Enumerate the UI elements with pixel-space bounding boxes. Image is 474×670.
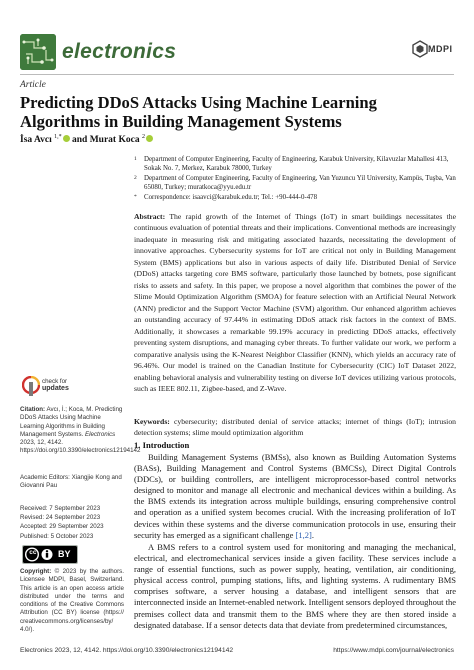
citation-text: Avcı, İ.; Koca, M. Predicting DDoS Attacks Using Machine Learning Algorithms in Building Management Systems. (20, 406, 123, 438)
paragraph-end: . (311, 529, 314, 540)
circuit-icon (20, 34, 56, 70)
footer-citation[interactable]: Electronics 2023, 12, 4142. https://doi.org/10.3390/electronics12194142 (20, 647, 234, 654)
check-for-updates-button[interactable] (22, 376, 122, 402)
affiliation-item (134, 174, 456, 192)
author-name[interactable]: İsa Avcı (20, 135, 52, 146)
accepted-date: Accepted: 29 September 2023 (20, 523, 104, 531)
affiliation-text: Department of Computer Engineering, Faculty of Engineering, Van Yuzuncu Yil University, Kampüs, Tuşba, Van 65080, Turkey; muratkoca@yyu.edu.tr (144, 175, 456, 192)
footer-journal-link[interactable]: https://www.mdpi.com/journal/electronics (333, 647, 454, 654)
abstract (134, 211, 456, 395)
paragraph-text: A BMS refers to a control system used for monitoring and managing the mechanical, electrical, and electromechanical services inside a given facility. These services include a range of essential functions, such as power supply, heating, ventilation, air conditioning, physical access control, pumping stations, lifts, and lighting systems. A rudimentary BMS comprises software, a server housing a database, and intelligent sensors that are interconnected inside an Internet-enabled network. Intelligent sensors deployed throughout the premises collect data and transmit them to the BMS where they are then stored inside a designated database. If a sensor detects data that deviate from predetermined circumstances, (134, 542, 456, 630)
citation-label: Citation: (20, 406, 46, 413)
cc-license-badge[interactable] (22, 545, 78, 564)
received-date: Received: 7 September 2023 (20, 505, 101, 512)
copyright-text: © 2023 by the authors. Licensee MDPI, Basel, Switzerland. This article is an open access article distributed under the terms and conditions of the Creative Commons Attribution (CC BY) license (https:// creativecommons.org/licenses/by/ 4.0/). (20, 568, 124, 634)
published-date: Published: 5 October 2023 (20, 532, 94, 540)
affiliation-item (134, 193, 456, 202)
cc-mark: cc (29, 549, 37, 557)
publication-dates (20, 504, 124, 541)
copyright-notice (20, 568, 124, 634)
keywords (134, 416, 456, 438)
check-updates-line1: check for (42, 378, 68, 385)
orcid-icon[interactable] (63, 135, 70, 142)
affiliations (134, 155, 456, 203)
affiliation-text: Department of Computer Engineering, Faculty of Engineering, Karabuk University, Kilavuzlar Mahallesi 413, Sokak No. 7, Merkez, Karabuk 78000, Turkey (144, 156, 449, 173)
affiliation-mark: 1 (134, 156, 137, 162)
section-heading: 1. Introduction (134, 440, 190, 450)
journal-logo (20, 34, 56, 70)
cc-by-label: BY (58, 549, 71, 559)
citation-journal: Electronics (85, 430, 116, 438)
header-divider (20, 74, 454, 75)
publisher-name: MDPI (428, 44, 453, 54)
author-affiliation-mark: 1,* (54, 134, 62, 140)
author-list (20, 134, 153, 145)
author-name[interactable]: Murat Koca (89, 135, 140, 146)
article-type: Article (20, 80, 46, 90)
abstract-text: The rapid growth of the Internet of Things (IoT) in smart buildings necessitates the continuous evaluation of potential threats and their implications. Conventional methods are increasingly inadequate in measuring risk and mitigating associated hazards, necessitating the development of innovative approaches. Cybersecurity systems for IoT are critical not only in Building Management System (BMS) applications but also in various aspects of daily life. Distributed Denial of Service (DDoS) attacks targeting core BMS software, particularly those launched by botnets, pose significant risks to assets and safety. In this paper, we propose a novel algorithm that combines the power of the Slime Mould Optimization Algorithm (SMOA) for feature selection with an Artificial Neural Network (ANN) predictor and the Support Vector Machine (SVM) algorithm. Our enhanced algorithm achieves an outstanding accuracy of 97.44% in estimating DDoS attack risk factors in the context of BMS. Additionally, it showcases a remarkable 99.19% accuracy in predicting DDoS attacks, effectively preventing system disruptions, and managing cyber threats. To further validate our work, we perform a comparative analysis using the K-Nearest Neighbor Classifier (KNN), which yields an accuracy rate of 96.46%. Our model is trained on the Canadian Institute for Cybersecurity (CIC) IoT Dataset 2022, enabling behavioral analysis and vulnerability testing on diverse IoT devices utilizing various protocols, such as IEEE 802.11, Zigbee-based, and Z-Wave. (134, 212, 456, 394)
keywords-text: cybersecurity; distributed denial of service attacks; internet of things (IoT); intrusion detection systems; slime mould optimization algorithm (134, 417, 457, 438)
affiliation-mark: 2 (134, 175, 137, 182)
citation-doi-link[interactable]: 2023, 12, 4142. https://doi.org/10.3390/electronics12194142 (20, 439, 141, 455)
revised-date: Revised: 24 September 2023 (20, 514, 101, 522)
publisher-logo (412, 40, 454, 64)
affiliation-mark: * (134, 194, 137, 201)
body-paragraph (134, 452, 456, 541)
author-affiliation-mark: 2 (141, 134, 145, 140)
paragraph-text: Building Management Systems (BMSs), also known as Building Automation Systems (BASs), Building Management and Control Systems (BMCSs), Direct Digital Controls (DDCs), or building controllers, are intelligent microprocessor-based control networks designed to monitor and manage all electronic and mechanical devices within a building. As the BMS extends its integration across multiple buildings, ensuring comprehensive control and operation as a unified system becomes crucial. With the increasing proliferation of IoT devices within these systems and the diverse communication protocols in use, ensuring their security has emerged as a significant challenge (134, 452, 456, 540)
reference-link[interactable]: [1,2] (295, 529, 312, 540)
orcid-icon[interactable] (146, 135, 153, 142)
check-updates-icon (22, 376, 40, 398)
article-title: Predicting DDoS Attacks Using Machine Learning Algorithms in Building Management Systems (20, 93, 377, 131)
affiliation-item (134, 155, 456, 173)
author-conjunction: and (72, 135, 88, 146)
citation-block (20, 406, 141, 456)
journal-name: electronics (62, 40, 177, 63)
copyright-label: Copyright: (20, 568, 52, 575)
body-paragraph (134, 542, 456, 631)
check-updates-line2: updates (42, 385, 69, 393)
check-updates-label[interactable] (42, 378, 69, 392)
keywords-label: Keywords: (134, 417, 170, 426)
academic-editors: Academic Editors: Xiangjie Kong and Giovanni Pau (20, 474, 122, 490)
abstract-label: Abstract: (134, 212, 166, 221)
correspondence-text: Correspondence: isaavci@karabuk.edu.tr; Tel.: +90-444-0-478 (144, 194, 318, 202)
